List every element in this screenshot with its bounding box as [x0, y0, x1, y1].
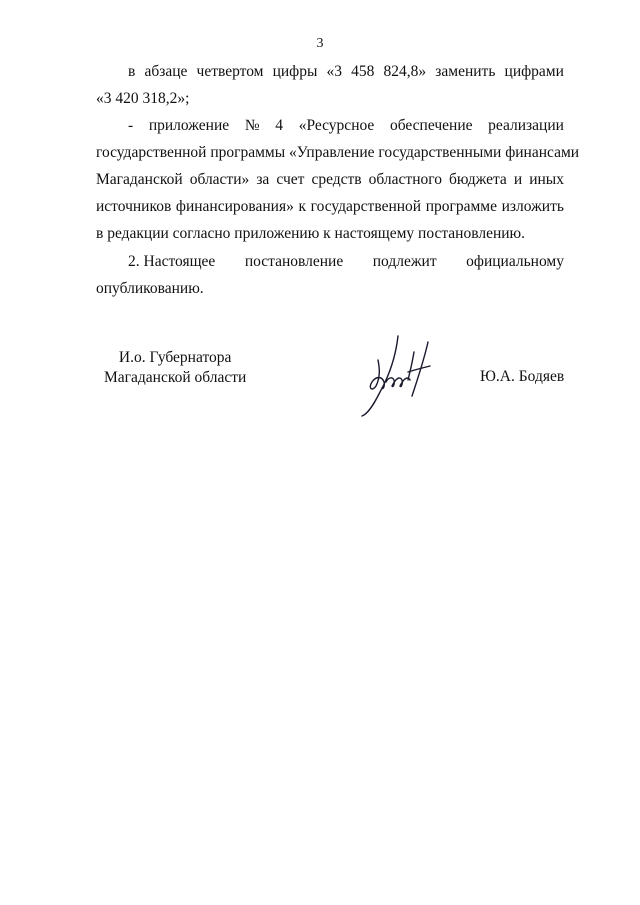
word: официальному	[466, 253, 564, 270]
word: 2. Настоящее	[128, 253, 216, 270]
word: программе	[425, 198, 497, 215]
word: бюджета	[449, 171, 507, 188]
paragraph-1-line-2: «3 420 318,2»;	[96, 90, 190, 107]
word: четвертом	[196, 63, 264, 80]
word: иных	[529, 171, 564, 188]
word: к	[298, 198, 306, 215]
paragraph-1	[96, 58, 564, 112]
signature-block	[0, 344, 640, 424]
paragraph-2-line-2: государственной программы «Управление государственными финансами	[96, 144, 580, 161]
word: приложение	[148, 117, 230, 134]
word: №	[244, 117, 260, 134]
handwritten-signature-icon	[350, 330, 440, 420]
signer-title-line-1: И.о. Губернатора	[118, 349, 232, 366]
word: цифрами	[504, 63, 564, 80]
word: 4	[275, 117, 284, 134]
word: средств	[311, 171, 362, 188]
word: цифры	[272, 63, 318, 80]
word: «Ресурсное	[298, 117, 375, 134]
paragraph-3-line-2: опубликованию.	[96, 280, 204, 297]
word: 458	[351, 63, 375, 80]
word: изложить	[501, 198, 564, 215]
paragraph-2-line-5: в редакции согласно приложению к настоящему постановлению.	[96, 225, 525, 242]
paragraph-2-line-3	[96, 166, 564, 193]
paragraph-3	[96, 248, 564, 302]
word: реализации	[488, 117, 564, 134]
word: обеспечение	[389, 117, 473, 134]
word: областного	[368, 171, 442, 188]
word: источников	[96, 198, 172, 215]
signer-title	[104, 348, 246, 388]
word: и	[513, 171, 523, 188]
word: постановление	[244, 253, 344, 270]
word: -	[128, 117, 134, 134]
signer-title-line-2: Магаданской области	[104, 369, 247, 386]
paragraph-3-line-1	[96, 248, 564, 275]
word: заменить	[435, 63, 496, 80]
paragraph-2-line-1	[96, 112, 564, 139]
word: области»	[189, 171, 250, 188]
word: финансирования»	[175, 198, 294, 215]
word: абзаце	[144, 63, 188, 80]
word: 824,8»	[383, 63, 427, 80]
paragraph-2	[96, 112, 580, 247]
word: счет	[276, 171, 305, 188]
page-number: 3	[316, 36, 324, 51]
word: в	[128, 63, 136, 80]
word: за	[256, 171, 270, 188]
signer-name: Ю.А. Бодяев	[480, 368, 565, 385]
word: «3	[326, 63, 343, 80]
word: Магаданской	[96, 171, 183, 188]
word: государственной	[310, 198, 422, 215]
paragraph-1-line-1	[96, 58, 564, 85]
paragraph-2-line-4	[96, 193, 564, 220]
word: подлежит	[372, 253, 437, 270]
